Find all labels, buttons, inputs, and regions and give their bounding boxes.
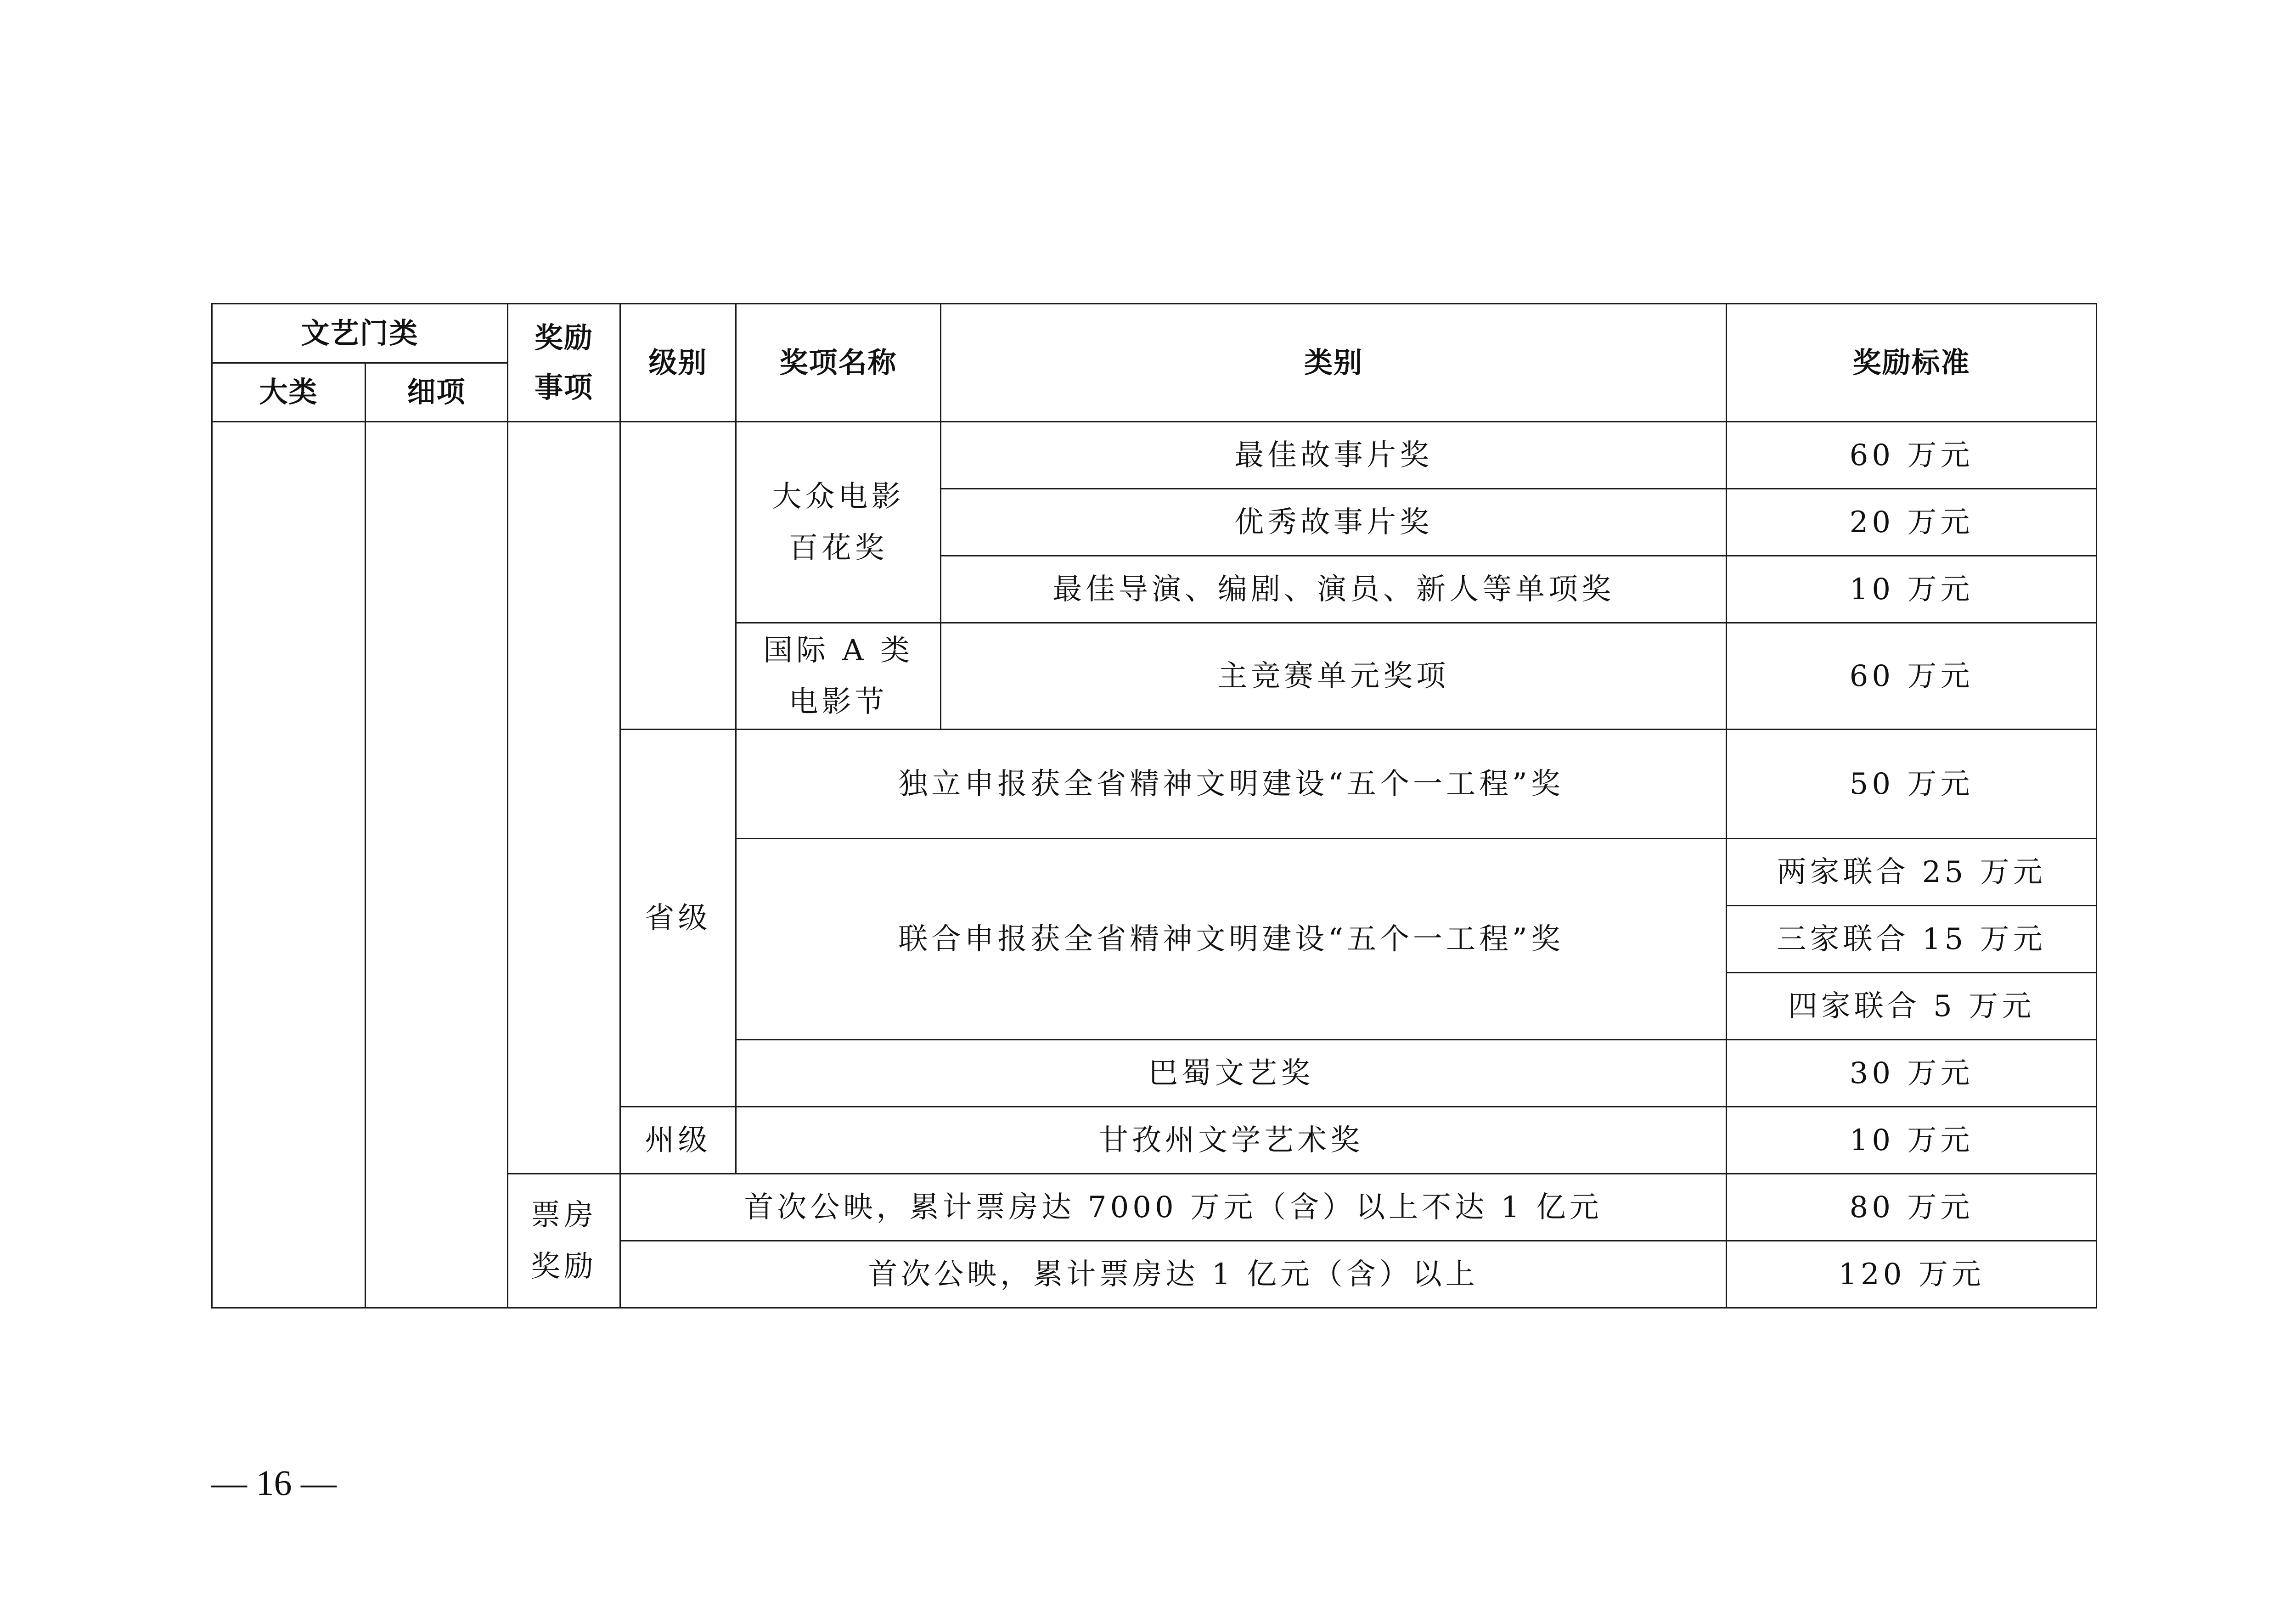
header-item-line1: 奖励: [535, 320, 594, 354]
standard-cell: 20 万元: [1727, 489, 2097, 556]
prefecture-award-cell: 甘孜州文学艺术奖: [736, 1107, 1727, 1174]
standard-cell: 三家联合 15 万元: [1727, 906, 2097, 973]
header-level: 级别: [620, 304, 736, 422]
standard-cell: 60 万元: [1727, 623, 2097, 730]
standard-cell: 四家联合 5 万元: [1727, 973, 2097, 1040]
hundred-flowers-line1: 大众电影: [772, 479, 905, 514]
header-item-line2: 事项: [535, 371, 594, 404]
national-level-cell: [620, 422, 736, 730]
box-office-condition-cell: 首次公映，累计票房达 7000 万元（含）以上不达 1 亿元: [620, 1174, 1727, 1241]
box-office-item-cell: [508, 1174, 620, 1308]
type-cell: 优秀故事片奖: [941, 489, 1727, 556]
header-award-name: 奖项名称: [736, 304, 941, 422]
hundred-flowers-award-cell: [736, 422, 941, 623]
table-row: [212, 422, 2097, 489]
header-type: 类别: [941, 304, 1727, 422]
box-office-condition-cell: 首次公映，累计票房达 1 亿元（含）以上: [620, 1241, 1727, 1308]
standard-cell: 两家联合 25 万元: [1727, 839, 2097, 906]
header-row: [212, 304, 2097, 363]
type-cell: 最佳导演、编剧、演员、新人等单项奖: [941, 556, 1727, 623]
standard-cell: 30 万元: [1727, 1040, 2097, 1107]
award-standards-table: [211, 303, 2097, 1309]
type-cell: 最佳故事片奖: [941, 422, 1727, 489]
standard-cell: 80 万元: [1727, 1174, 2097, 1241]
independent-award-cell: 独立申报获全省精神文明建设“五个一工程”奖: [736, 730, 1727, 839]
box-office-line2: 奖励: [531, 1249, 597, 1284]
header-standard: 奖励标准: [1727, 304, 2097, 422]
standard-cell: 10 万元: [1727, 556, 2097, 623]
standard-cell: 120 万元: [1727, 1241, 2097, 1308]
header-category: 文艺门类: [212, 304, 508, 363]
award-item-cell: [508, 422, 620, 1174]
film-festival-line1: 国际 A 类: [763, 633, 913, 668]
joint-award-cell: 联合申报获全省精神文明建设“五个一工程”奖: [736, 839, 1727, 1040]
standard-cell: 10 万元: [1727, 1107, 2097, 1174]
provincial-level-cell: 省级: [620, 730, 736, 1107]
minor-category-cell: [366, 422, 508, 1308]
film-festival-line2: 电影节: [788, 685, 888, 719]
header-item: [508, 304, 620, 422]
box-office-line1: 票房: [531, 1198, 597, 1232]
film-festival-cell: [736, 623, 941, 730]
standard-cell: 60 万元: [1727, 422, 2097, 489]
header-major: 大类: [212, 363, 366, 422]
standard-cell: 50 万元: [1727, 730, 2097, 839]
bashu-award-cell: 巴蜀文艺奖: [736, 1040, 1727, 1107]
major-category-cell: [212, 422, 366, 1308]
page-number: — 16 —: [211, 1463, 337, 1503]
prefecture-level-cell: 州级: [620, 1107, 736, 1174]
type-cell: 主竞赛单元奖项: [941, 623, 1727, 730]
hundred-flowers-line2: 百花奖: [788, 531, 888, 565]
header-minor: 细项: [366, 363, 508, 422]
